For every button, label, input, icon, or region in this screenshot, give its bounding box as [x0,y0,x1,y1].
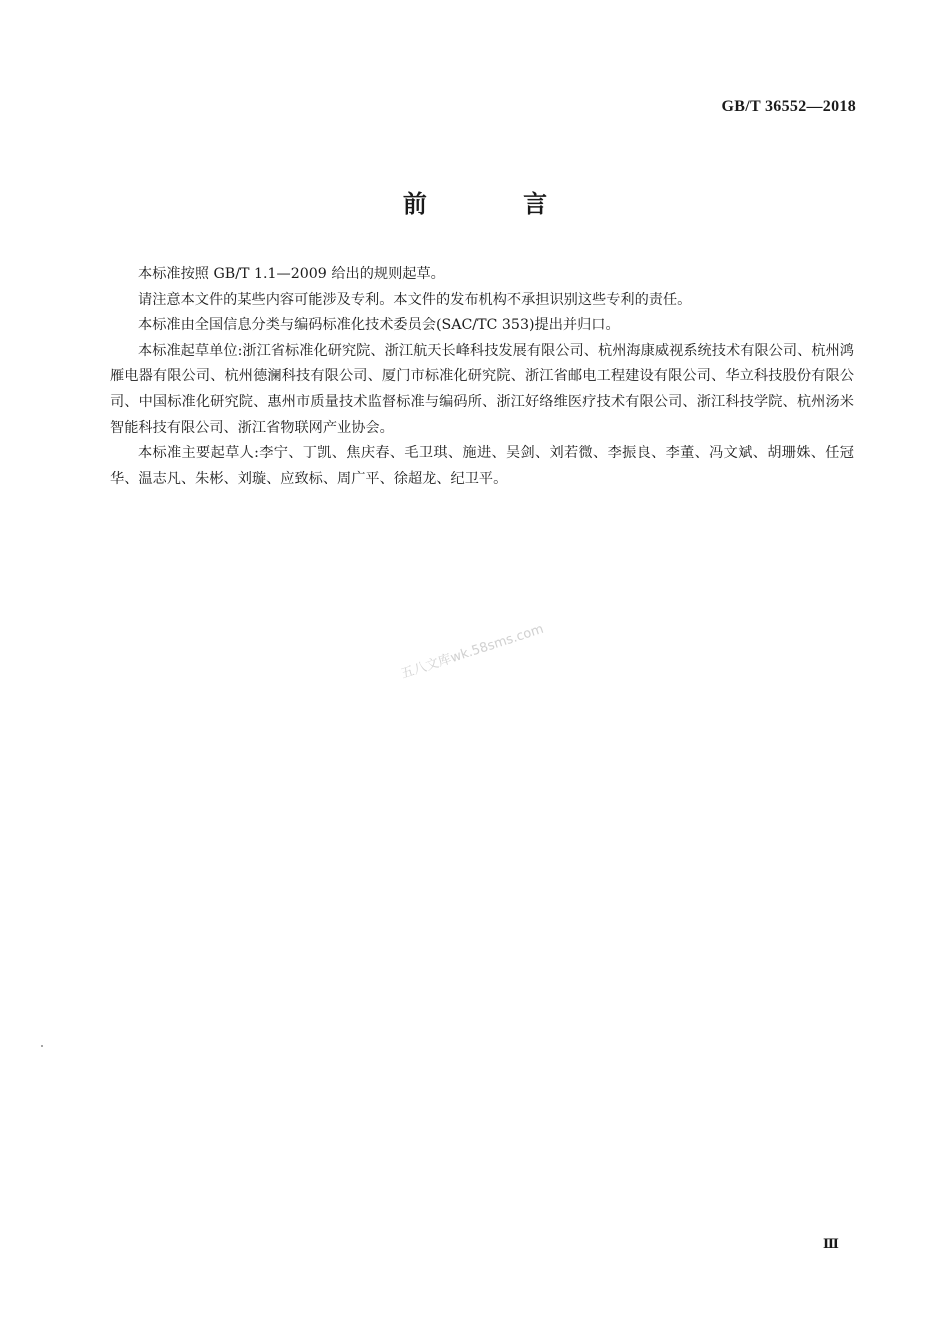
paragraph-drafting-rules: 本标准按照 GB/T 1.1—2009 给出的规则起草。 [138,266,445,282]
watermark: 五八文库wk.58sms.com [399,621,546,683]
foreword-body [110,262,854,492]
paragraph-proposer: 本标准由全国信息分类与编码标准化技术委员会(SAC/TC 353)提出并归口。 [138,317,620,334]
scan-speck [41,1045,43,1047]
paragraph-patent-notice: 请注意本文件的某些内容可能涉及专利。本文件的发布机构不承担识别这些专利的责任。 [138,291,692,308]
page-title: 前 言 [402,190,592,218]
paragraph-main-drafters: 本标准主要起草人:李宁、丁凯、焦庆春、毛卫琪、施进、吴剑、刘若微、李振良、李董、冯文斌、胡珊姝、任冠华、温志凡、朱彬、刘璇、应致标、周广平、徐超龙、纪卫平。 [110,445,854,487]
page-number: Ⅲ [823,1236,839,1251]
paragraph-drafting-units: 本标准起草单位:浙江省标准化研究院、浙江航天长峰科技发展有限公司、杭州海康威视系统技术有限公司、杭州鸿雁电器有限公司、杭州德澜科技有限公司、厦门市标准化研究院、浙江省邮电工程建设有限公司、华立科技股份有限公司、中国标准化研究院、惠州市质量技术监督标准与编码所、浙江好络维医疗技术有限公司、浙江科技学院、杭州汤米智能科技有限公司、浙江省物联网产业协会。 [110,342,854,436]
standard-number: GB/T 36552—2018 [721,98,856,115]
